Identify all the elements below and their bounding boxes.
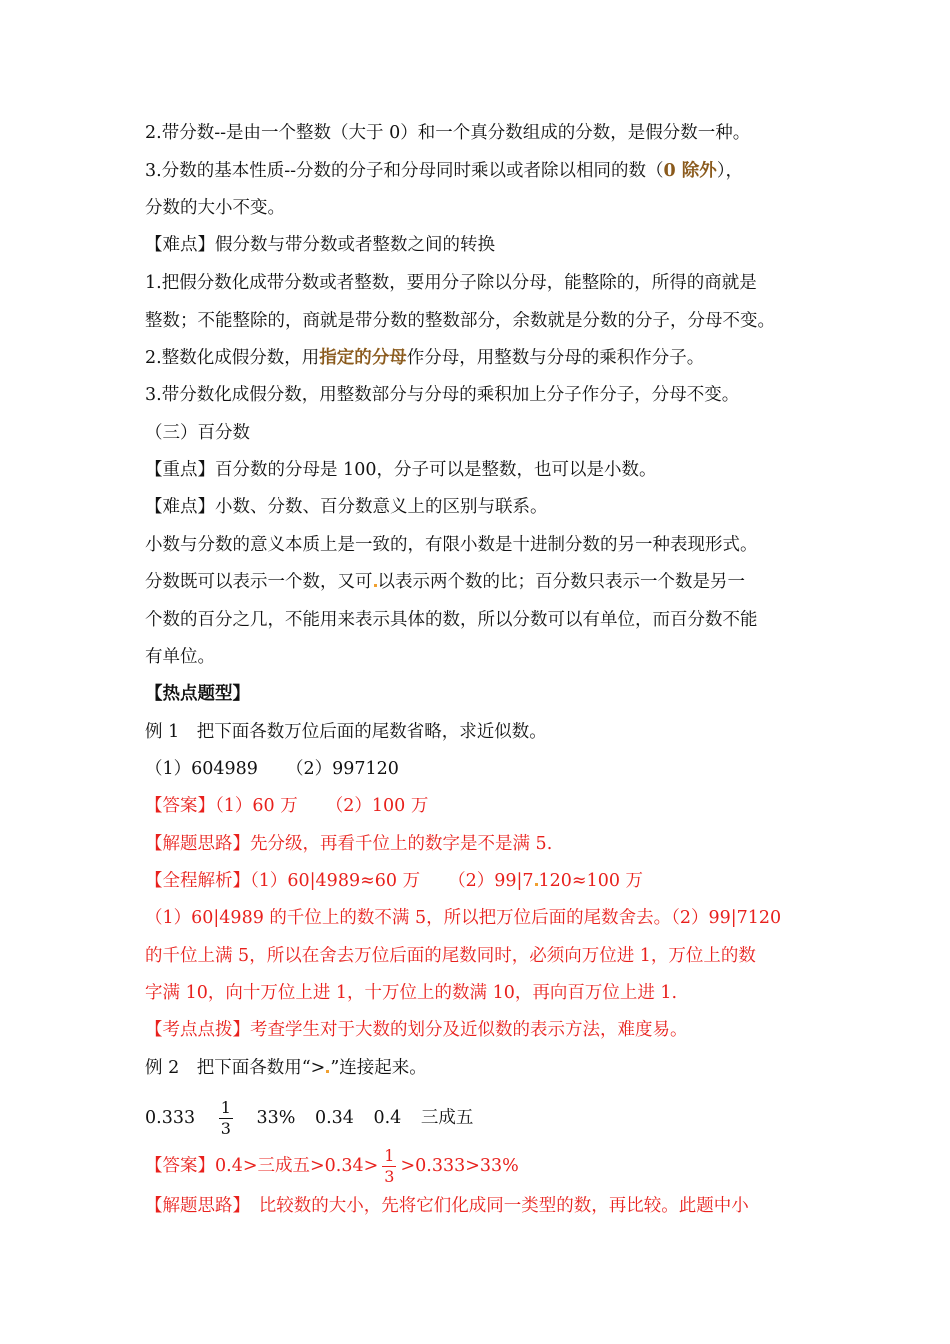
- heading-difficulty: [145, 233, 815, 257]
- text: 例 1 把下面各数万位后面的尾数省略，求近似数。: [145, 722, 547, 742]
- text: 例 2 把下面各数用“>: [145, 1058, 326, 1078]
- paragraph-fraction-property: [145, 159, 815, 183]
- text: 【解题思路】先分级，再看千位上的数字是不是满 5.: [145, 834, 553, 854]
- text: （1）604989: [145, 759, 258, 779]
- text: 【难点】假分数与带分数或者整数之间的转换: [145, 235, 495, 255]
- text: 小数与分数的意义本质上是一致的，有限小数是十进制分数的另一种表现形式。: [145, 535, 758, 555]
- number-item: 0.333: [145, 1108, 196, 1128]
- example-2-question: [145, 1056, 815, 1080]
- text: 【解题思路】 比较数的大小，先将它们化成同一类型的数，再比较。此题中小: [145, 1196, 749, 1216]
- section-heading-percent: [145, 421, 815, 445]
- dot-mark: [374, 584, 377, 587]
- text: 有单位。: [145, 647, 215, 667]
- number-item: 三成五: [420, 1108, 474, 1128]
- text: （2）100 万: [325, 796, 429, 816]
- fraction-denominator: 3: [220, 1119, 231, 1138]
- text: 的千位上满 5，所以在舍去万位后面的尾数同时，必须向万位进 1，万位上的数: [145, 946, 756, 966]
- paragraph-integer-to-improper: [145, 346, 815, 370]
- text: 2.整数化成假分数，用: [145, 348, 320, 368]
- paragraph-decimal-fraction: [145, 533, 815, 557]
- paragraph-fraction-property-cont: [145, 196, 815, 220]
- paragraph-fraction-ratio-end: [145, 645, 815, 669]
- text: （三）百分数: [145, 423, 250, 443]
- text: 2.带分数--是由一个整数（大于 0）和一个真分数组成的分数，是假分数一种。: [145, 123, 751, 143]
- text: 【热点题型】: [145, 684, 250, 704]
- example-1-key-point: [145, 1018, 815, 1042]
- text: （2）99|7: [448, 871, 534, 891]
- example-1-analysis: [145, 869, 815, 893]
- example-2-approach: [145, 1194, 815, 1218]
- text: 个数的百分之几，不能用来表示具体的数，所以分数可以有单位，而百分数不能: [145, 610, 758, 630]
- example-1-question: [145, 720, 815, 744]
- text: 3.带分数化成假分数，用整数部分与分母的乘积加上分子作分子，分母不变。: [145, 385, 740, 405]
- paragraph-key-point: [145, 458, 815, 482]
- paragraph-improper-to-mixed: [145, 271, 815, 295]
- paragraph-fraction-ratio-cont: [145, 608, 815, 632]
- text: 分数既可以表示一个数，又可: [145, 572, 373, 592]
- text: （2）997120: [285, 759, 399, 779]
- fraction-one-third: [219, 1100, 233, 1137]
- fraction-numerator: 1: [220, 1098, 231, 1117]
- example-2-numbers: [145, 1096, 815, 1140]
- example-1-explanation-end: [145, 981, 815, 1005]
- text: 3.分数的基本性质--分数的分子和分母同时乘以或者除以相同的数（: [145, 161, 664, 181]
- number-item: 0.34: [314, 1108, 354, 1128]
- text: ”连接起来。: [330, 1058, 427, 1078]
- fraction-one-third: [382, 1148, 396, 1185]
- text: 【重点】百分数的分母是 100，分子可以是整数，也可以是小数。: [145, 460, 657, 480]
- text: ），: [716, 161, 744, 181]
- heading-hot-topics: [145, 682, 815, 706]
- highlight-text: 指定的分母: [319, 348, 407, 368]
- number-item: 0.4: [373, 1108, 402, 1128]
- text: 1.把假分数化成带分数或者整数，要用分子除以分母，能整除的，所得的商就是: [145, 273, 757, 293]
- paragraph-mixed-to-improper: [145, 383, 815, 407]
- text: 以表示两个数的比；百分数只表示一个数是另一: [377, 572, 745, 592]
- example-1-approach: [145, 832, 815, 856]
- text: 分数的大小不变。: [145, 198, 285, 218]
- text: 【答案】（1）60 万: [145, 796, 298, 816]
- example-1-answer: [145, 794, 815, 818]
- text: 【答案】0.4>三成五>0.34>: [145, 1156, 379, 1176]
- number-item: 33%: [256, 1108, 296, 1128]
- example-1-explanation-cont: [145, 944, 815, 968]
- text: 整数；不能整除的，商就是带分数的整数部分，余数就是分数的分子，分母不变。: [145, 311, 775, 331]
- text: 字满 10，向十万位上进 1，十万位上的数满 10，再向百万位上进 1.: [145, 983, 678, 1003]
- text: （1）60|4989 的千位上的数不满 5，所以把万位后面的尾数舍去。（2）99|7120: [145, 908, 782, 928]
- fraction-denominator: 3: [384, 1167, 395, 1186]
- text: 【考点点拨】考查学生对于大数的划分及近似数的表示方法，难度易。: [145, 1020, 688, 1040]
- dot-mark: [326, 1070, 329, 1073]
- dot-mark: [535, 883, 538, 886]
- highlight-text: 0 除外: [663, 161, 717, 181]
- paragraph-improper-to-mixed-cont: [145, 309, 815, 333]
- fraction-numerator: 1: [384, 1146, 395, 1165]
- text: >0.333>33%: [400, 1156, 519, 1176]
- text: 作分母，用整数与分母的乘积作分子。: [406, 348, 705, 368]
- paragraph-difficulty-percent: [145, 495, 815, 519]
- example-2-answer: [145, 1146, 815, 1186]
- text: 120≈100 万: [538, 871, 644, 891]
- text: 【难点】小数、分数、百分数意义上的区别与联系。: [145, 497, 548, 517]
- example-1-explanation: [145, 906, 815, 930]
- text: 【全程解析】（1）60|4989≈60 万: [145, 871, 421, 891]
- paragraph-mixed-number-definition: [145, 121, 815, 145]
- paragraph-fraction-ratio: [145, 570, 815, 594]
- example-1-items: [145, 757, 815, 781]
